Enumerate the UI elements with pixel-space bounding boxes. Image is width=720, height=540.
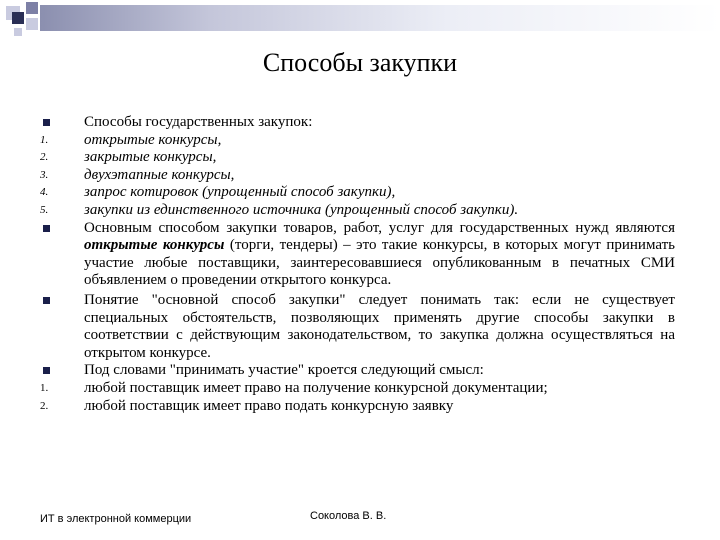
list-item xyxy=(40,114,675,132)
list-item xyxy=(40,398,675,416)
deco-square-icon xyxy=(26,18,38,30)
list-item xyxy=(40,292,675,362)
square-bullet-icon xyxy=(43,119,50,126)
list-number: 3. xyxy=(40,168,49,181)
list-number: 4. xyxy=(40,186,49,199)
list-item xyxy=(40,362,675,380)
method-text: запрос котировок (упрощенный способ закупки), xyxy=(84,184,396,201)
intro-text: Способы государственных закупок: xyxy=(84,114,313,130)
method-text: открытые конкурсы, xyxy=(84,131,222,148)
list-item xyxy=(40,202,675,220)
participation-intro: Под словами "принимать участие" кроется следующий смысл: xyxy=(84,362,484,379)
header-decoration xyxy=(0,0,720,40)
footer-course: ИТ в электронной коммерции xyxy=(40,513,192,525)
list-item xyxy=(40,184,675,202)
list-item xyxy=(40,149,675,167)
list-item xyxy=(40,380,675,398)
footer-author: Соколова В. В. xyxy=(310,510,387,522)
method-text: закрытые конкурсы, xyxy=(84,149,217,166)
list-number: 1. xyxy=(40,133,49,146)
deco-square-icon xyxy=(14,28,22,36)
square-bullet-icon xyxy=(43,367,50,374)
deco-square-icon xyxy=(26,2,38,14)
slide-body xyxy=(40,114,675,415)
square-bullet-icon xyxy=(43,297,50,304)
concept-text: Понятие "основной способ закупки" следует понимать так: если не существует специальных обстоятельств, позволяющих применять другие способы закупки в соответствии с действующим законодательством, то закупка должна осуществляться на открытом конкурсе. xyxy=(84,291,675,361)
square-bullet-icon xyxy=(43,225,50,232)
main-method-emphasis: открытые конкурсы xyxy=(84,237,225,254)
main-method-text: Основным способом закупки товаров, работ, услуг для государственных нужд являются открытые конкурсы (торги, тендеры) – это такие конкурсы, в которых могут принимать участие любые поставщики, заинтересовавшиеся опубликованным в печатных СМИ объявлением о проведении открытого конкурса. xyxy=(84,219,675,289)
participation-text: любой поставщик имеет право на получение конкурсной документации; xyxy=(84,379,548,396)
list-number: 5. xyxy=(40,203,49,216)
header-gradient-strip xyxy=(40,5,720,31)
list-item xyxy=(40,220,675,290)
slide-title: Способы закупки xyxy=(262,48,458,77)
list-number: 2. xyxy=(40,151,49,164)
deco-square-icon xyxy=(12,12,24,24)
method-text: закупки из единственного источника (упрощенный способ закупки). xyxy=(84,201,519,218)
list-number: 2. xyxy=(40,399,49,412)
list-item xyxy=(40,167,675,185)
participation-text: любой поставщик имеет право подать конкурсную заявку xyxy=(84,397,454,414)
method-text: двухэтапные конкурсы, xyxy=(84,166,235,183)
list-number: 1. xyxy=(40,381,49,394)
list-item xyxy=(40,132,675,150)
